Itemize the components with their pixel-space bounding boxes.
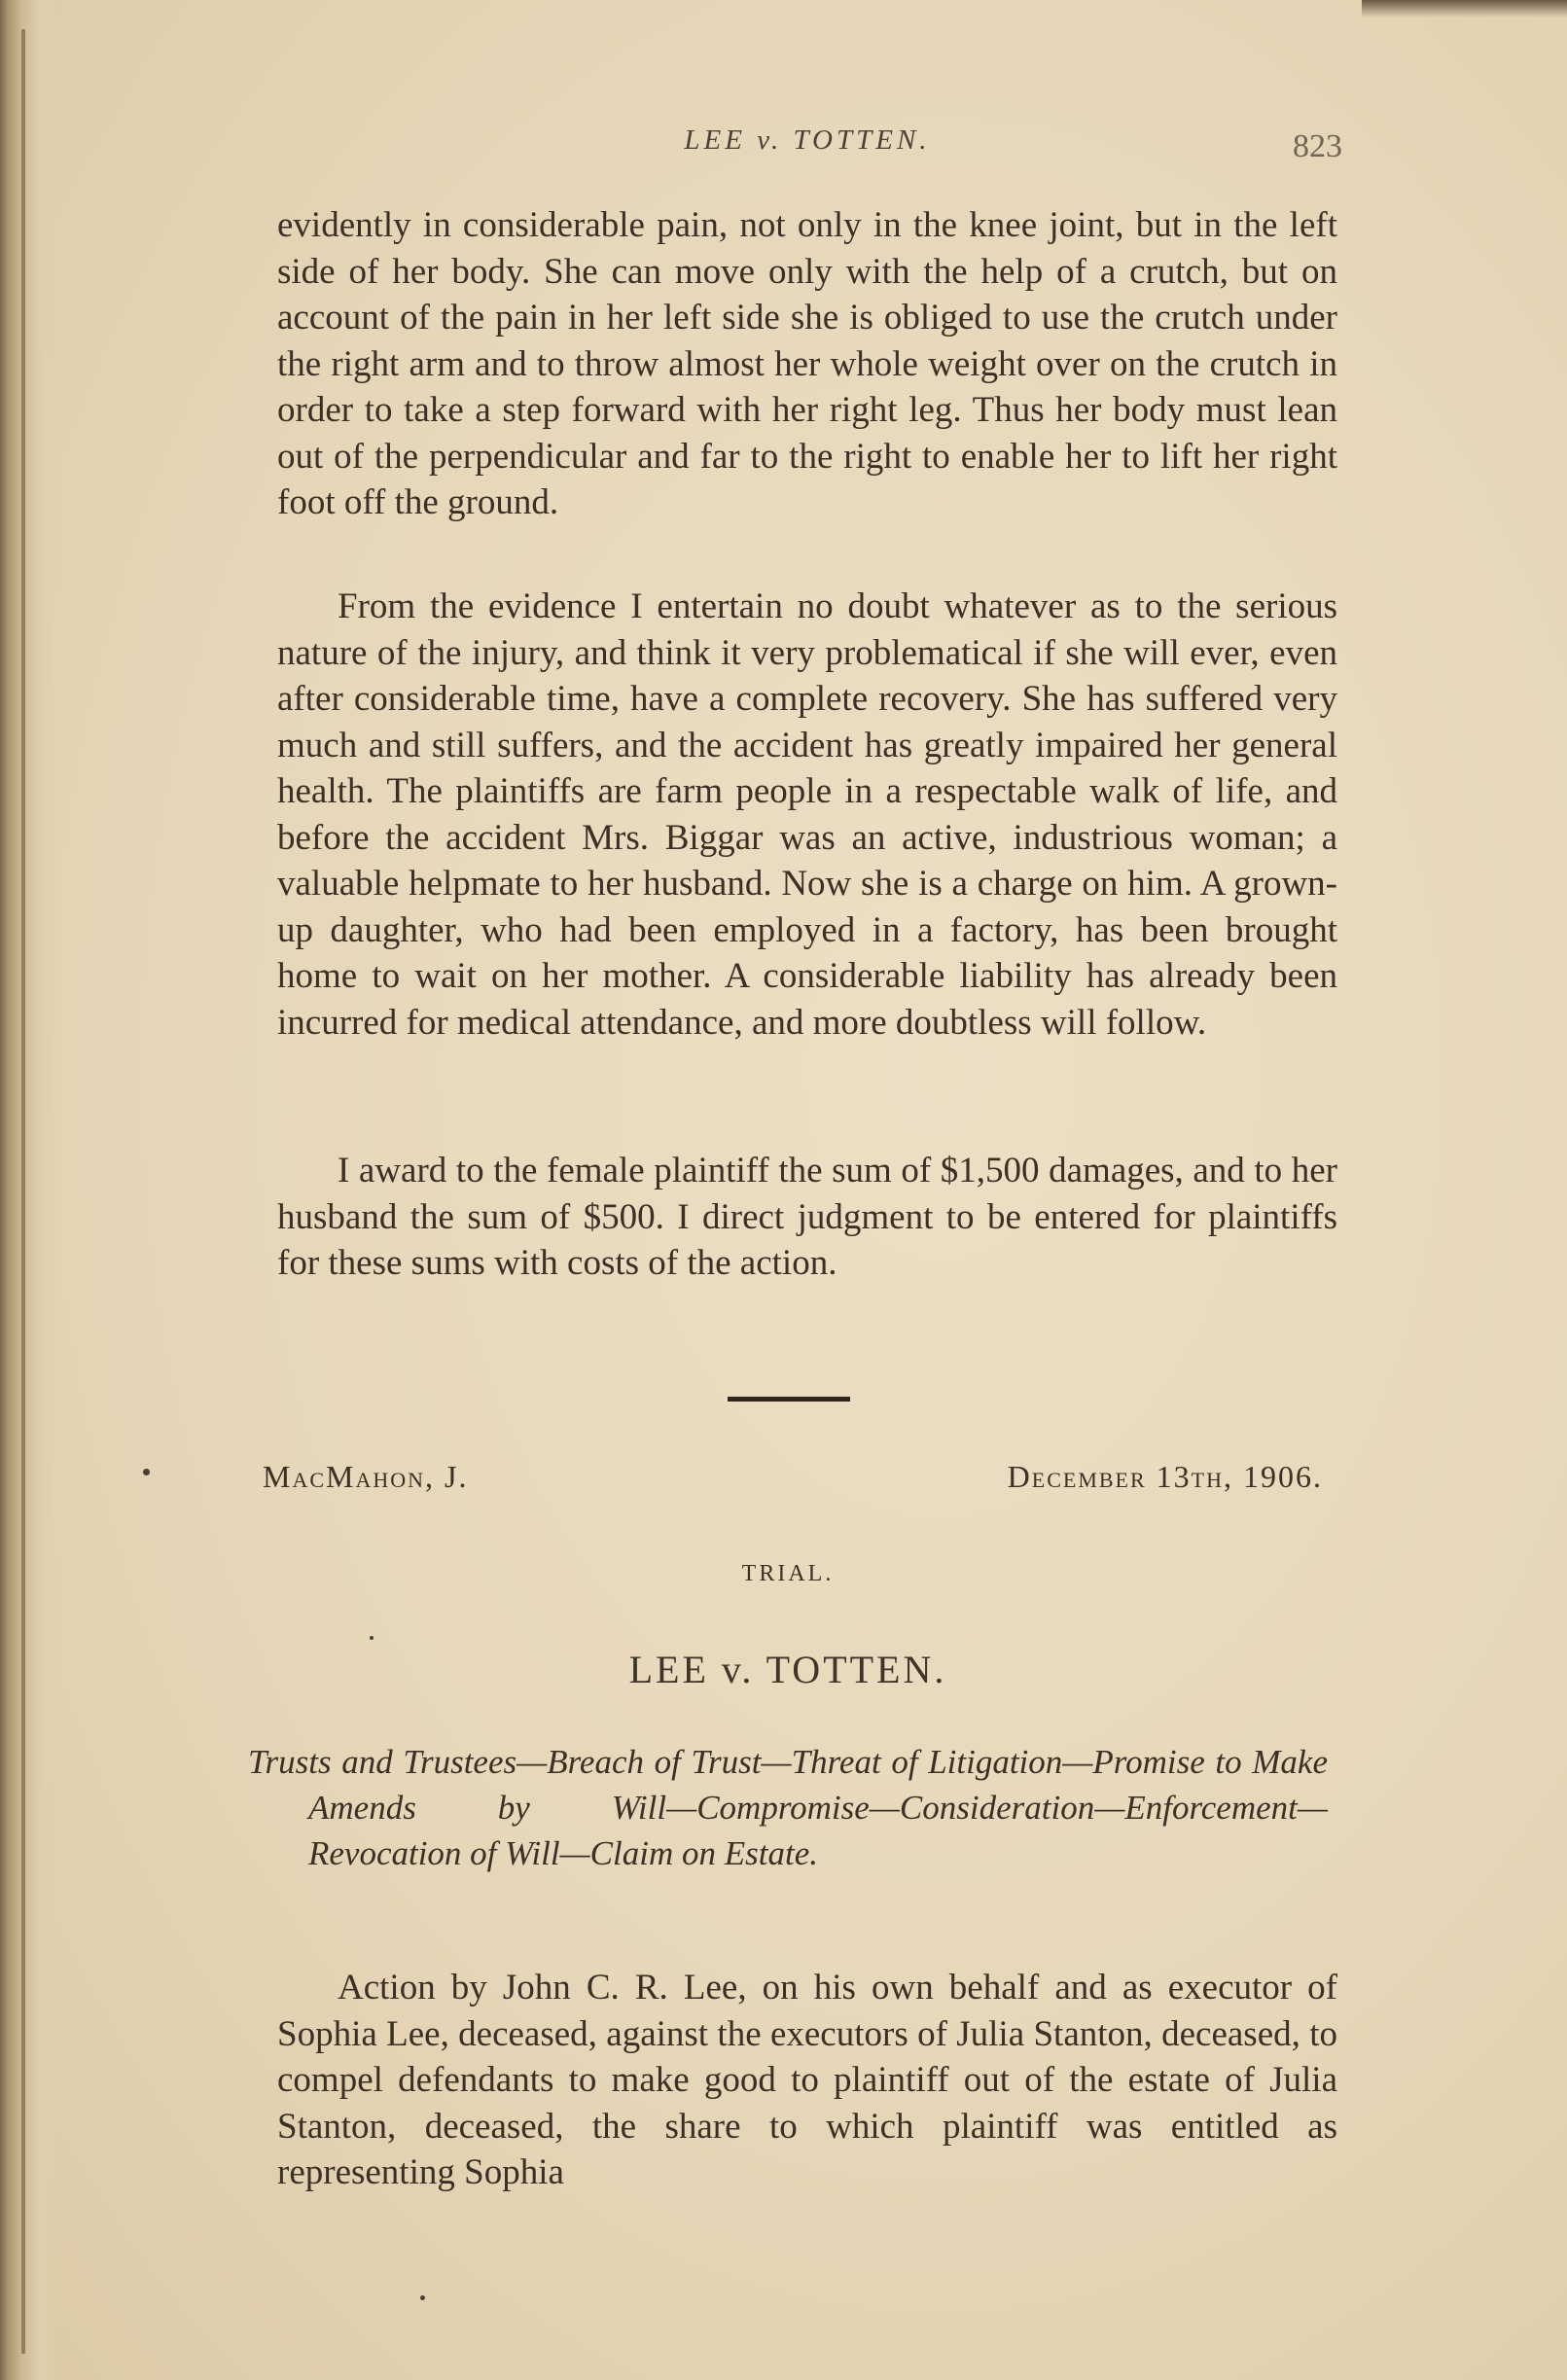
case-title: LEE v. TOTTEN. <box>628 1648 947 1691</box>
paragraph-award: I award to the female plaintiff the sum of $1,500 damages, and to her husband the sum of $500. I direct judgment to be entered for plaintiffs for these sums with costs of the action. <box>277 1151 1337 1283</box>
headnote: Trusts and Trustees—Breach of Trust—Threat of Litigation—Promise to Make Amends by Will—Compromise—Consideration—Enforcement—Revocation of Will—Claim on Estate. <box>248 1743 1328 1872</box>
paragraph-action: Action by John C. R. Lee, on his own behalf and as executor of Sophia Lee, deceased, against the executors of Julia Stanton, deceased, to compel defendants to make good to plaintiff out of the estate of Julia Stanton, deceased, the share to which plaintiff was entitled as representing Sophia <box>277 1968 1337 2192</box>
trial-label: TRIAL. <box>741 1561 835 1586</box>
spine-edge-line <box>21 29 25 2354</box>
page-speck <box>420 2295 425 2300</box>
paragraph-evidence: From the evidence I entertain no doubt whatever as to the serious nature of the injury, and think it very problematical if she will ever, even after considerable time, have a complete recovery. She has suffered very much and still suffers, and the accident has greatly impaired her general health. The plaintiffs are farm people in a respectable walk of life, and before the accident Mrs. Biggar was an active, industrious woman; a valuable helpmate to her husband. Now she is a charge on him. A grown-up daughter, who had been employed in a factory, has been brought home to wait on her mother. A considerable liability has already been incurred for medical attendance, and more doubtless will follow. <box>277 586 1337 1043</box>
judge-name: MacMahon, J. <box>263 1459 469 1494</box>
page-speck <box>143 1469 150 1475</box>
book-spine-shadow <box>0 0 58 2380</box>
section-divider <box>728 1397 850 1402</box>
paragraph-continued: evidently in considerable pain, not only in the knee joint, but in the left side of her body. She can move only with the help of a crutch, but on account of the pain in her left side she is obliged to use the crutch under the right arm and to throw almost her whole weight over on the crutch in order to take a step forward with her right leg. Thus her body must lean out of the perpendicular and far to the right to enable her to lift her right foot off the ground. <box>277 205 1337 522</box>
decision-date: December 13th, 1906. <box>1007 1459 1323 1494</box>
page-number: 823 <box>1293 128 1342 164</box>
running-head: LEE v. TOTTEN. <box>684 124 931 156</box>
page-edge-shadow <box>1362 0 1567 18</box>
page-speck <box>370 1636 374 1640</box>
